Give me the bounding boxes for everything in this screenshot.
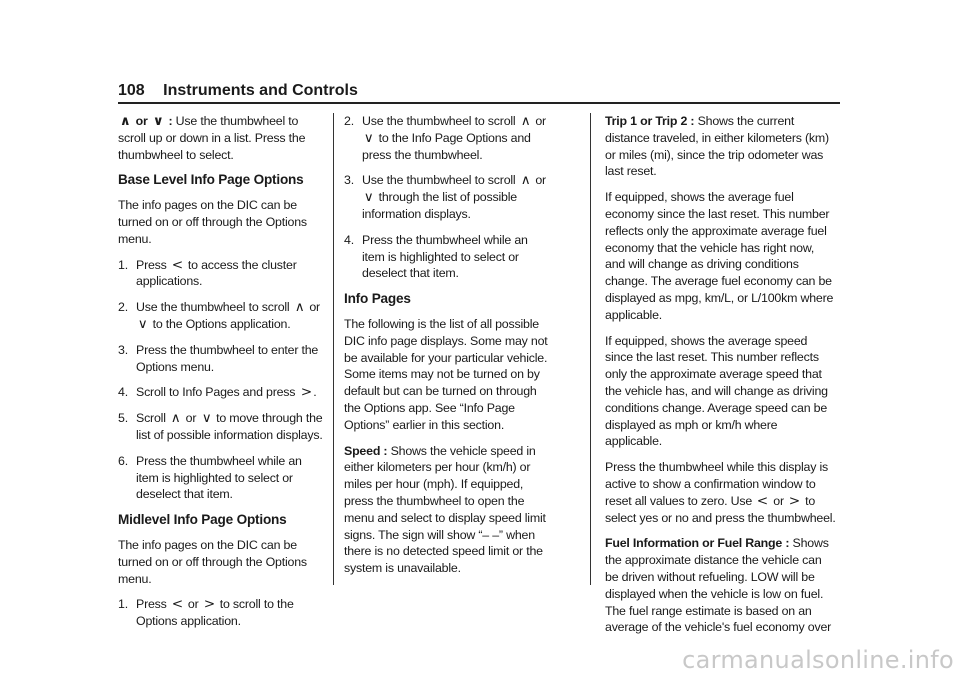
right-arrow-icon: > (203, 597, 215, 613)
step-number: 4. (344, 232, 354, 247)
base-step-2 (118, 299, 326, 333)
down-arrow-icon: ∨ (201, 411, 212, 427)
up-arrow-icon: ∧ (119, 114, 131, 129)
up-arrow-icon: ∧ (520, 173, 531, 189)
info-pages-para: The following is the list of all possible DIC info page displays. Some may not be available for your particular vehicle. Some items may not be turned on by default but can be turned on through the Options app. See “Info Page Options” earlier in this section. (344, 316, 548, 432)
column-3 (605, 113, 837, 645)
speed-label: Speed : (344, 443, 388, 458)
step-number: 5. (118, 411, 128, 426)
down-arrow-icon: ∨ (137, 316, 148, 332)
trip-entry (605, 113, 837, 180)
step-text: to scroll to the Options application. (136, 597, 294, 629)
down-arrow-icon: ∨ (363, 130, 374, 146)
step-text: Press the thumbwheel to enter the Options menu. (136, 342, 319, 374)
column-1 (118, 113, 326, 639)
left-arrow-icon: < (757, 493, 769, 509)
up-arrow-icon: ∧ (170, 411, 181, 427)
step-text: Use the thumbwheel to scroll (362, 173, 516, 188)
step-or: or (309, 300, 320, 315)
base-step-3 (118, 342, 326, 376)
column-divider-2 (590, 113, 591, 585)
speed-text: Shows the vehicle speed in either kilometers per hour (km/h) or miles per hour (mph). If equipped, press the thumbwheel to open the menu and select to display speed limit signs. The sign will show “– –” when there is no detected speed limit or the system is unavailable. (344, 443, 546, 576)
step-text: Press (136, 257, 167, 272)
step-text: Scroll to Info Pages and press (136, 385, 296, 400)
trip-label: Trip 1 or Trip 2 : (605, 114, 695, 128)
midlevel-para: The info pages on the DIC can be turned on or off through the Options menu. (118, 537, 307, 586)
step-or: or (185, 411, 197, 426)
base-step-6 (118, 453, 326, 503)
step-or: or (535, 114, 546, 128)
left-arrow-icon: < (171, 597, 183, 613)
up-arrow-icon: ∧ (294, 300, 305, 316)
step-number: 3. (344, 173, 354, 188)
column-2 (344, 113, 552, 586)
base-step-4 (118, 384, 326, 401)
step-text: Press the thumbwheel while an item is highlighted to select or deselect that item. (136, 453, 302, 502)
step-or: or (535, 173, 546, 188)
fuel-economy-para: If equipped, shows the average fuel economy since the last reset. This number reflects only the approximate average fuel economy that the vehicle has right now, and will change as driving conditions change. The average fuel economy can be displayed as mpg, km/L, or L/100km where applicable. (605, 190, 834, 322)
speed-entry (344, 443, 552, 577)
reset-text: to select yes or no and press the thumbwheel. (605, 493, 836, 525)
step-text: to the Options application. (152, 316, 291, 331)
step-text: Use the thumbwheel to scroll (136, 300, 290, 315)
down-arrow-icon: ∨ (152, 114, 164, 129)
page-number: 108 (118, 82, 145, 99)
mid-step-1 (118, 596, 326, 630)
fuel-range-entry (605, 535, 837, 636)
step-text: Press (136, 597, 167, 612)
down-arrow-icon: ∨ (363, 190, 374, 206)
trip-text: Shows the current distance traveled, in either kilometers (km) or miles (mi), since the trip odometer was last reset. (605, 114, 829, 179)
base-step-5 (118, 410, 326, 444)
intro-colon: : (168, 114, 173, 128)
step-period: . (313, 385, 317, 400)
step-number: 4. (118, 385, 128, 400)
base-level-para: The info pages on the DIC can be turned on or off through the Options menu. (118, 198, 307, 246)
fuel-range-label: Fuel Information or Fuel Range : (605, 536, 790, 551)
step-number: 1. (118, 257, 128, 272)
step-number: 1. (118, 597, 128, 612)
fuel-range-text: Shows the approximate distance the vehicle can be driven without refueling. LOW will be displayed when the vehicle is low on fuel. The fuel range estimate is based on an average of the vehicle's fuel economy over (605, 536, 832, 635)
midlevel-heading: Midlevel Info Page Options (118, 512, 287, 528)
column-divider-1 (333, 113, 334, 585)
left-arrow-icon: < (171, 257, 183, 273)
step-text: to the Info Page Options and press the thumbwheel. (362, 130, 531, 162)
mid-step-4 (344, 232, 552, 282)
mid-step-3 (344, 172, 552, 222)
step-number: 2. (344, 114, 354, 128)
reset-para (605, 459, 837, 526)
step-text: to access the cluster applications. (136, 257, 297, 289)
info-pages-heading: Info Pages (344, 291, 411, 307)
mid-step-2 (344, 113, 552, 163)
right-arrow-icon: > (788, 493, 801, 509)
step-text: through the list of possible information displays. (362, 190, 517, 221)
section-title: Instruments and Controls (163, 82, 358, 99)
intro-text: Use the thumbwheel to scroll up or down in a list. Press the thumbwheel to select. (118, 114, 306, 162)
thumbwheel-intro (118, 113, 326, 163)
step-text: to move through the list of possible information displays. (136, 411, 323, 442)
step-text: Press the thumbwheel while an item is highlighted to select or deselect that item. (362, 232, 528, 281)
reset-or: or (773, 493, 784, 508)
up-arrow-icon: ∧ (520, 114, 531, 129)
step-text: Scroll (136, 411, 166, 426)
right-arrow-icon: > (300, 385, 312, 401)
step-number: 6. (118, 453, 128, 468)
step-number: 2. (118, 300, 128, 315)
intro-or: or (135, 114, 148, 128)
step-number: 3. (118, 342, 128, 357)
step-or: or (187, 597, 199, 612)
page-header (118, 82, 358, 100)
base-step-1 (118, 257, 326, 291)
watermark: carmanualsonline.info (682, 646, 954, 674)
reset-text: Press the thumbwheel while this display is active to show a confirmation window to reset all values to zero. Use (605, 460, 828, 508)
average-speed-para: If equipped, shows the average speed since the last reset. This number reflects only the approximate average speed that the vehicle has, and will change as driving conditions change. Average speed can be displayed as mph or km/h where applicable. (605, 333, 828, 449)
step-text: Use the thumbwheel to scroll (362, 114, 516, 128)
header-rule (118, 102, 840, 104)
base-level-heading: Base Level Info Page Options (118, 172, 304, 188)
